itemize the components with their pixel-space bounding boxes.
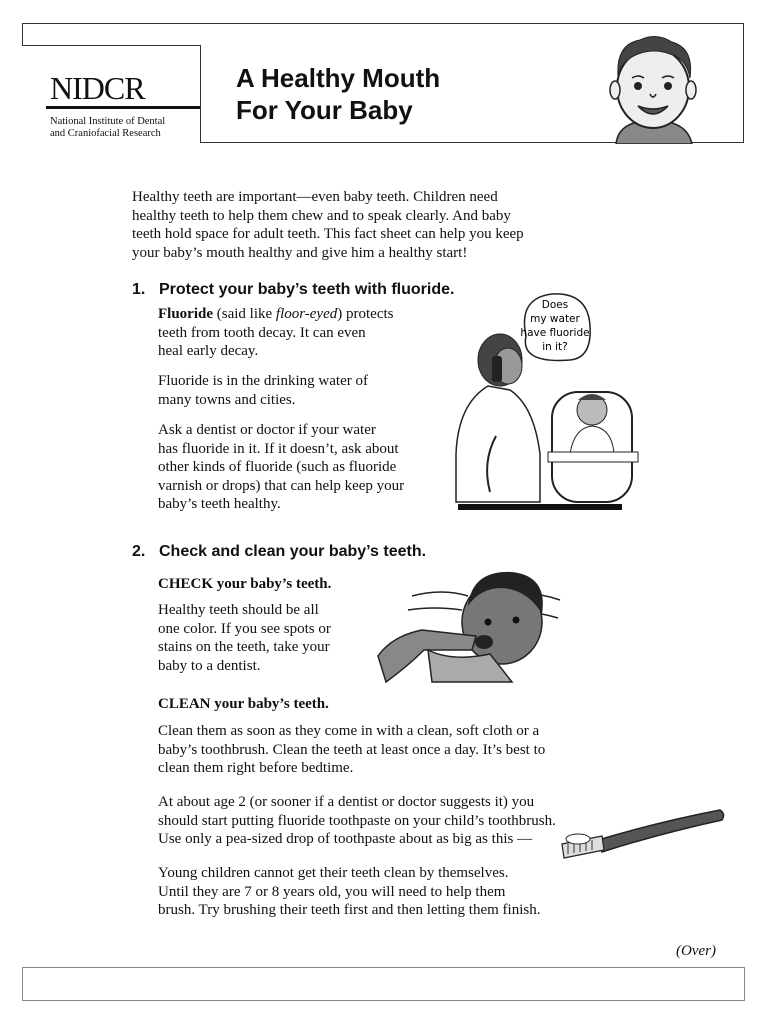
drinking-water-paragraph: Fluoride is in the drinking water of many towns and cities. [158,373,368,408]
bubble-line-2: my water [530,313,580,325]
section-2-heading: 2. Check and clean your baby’s teeth. [132,543,427,560]
mother-phone-illustration [452,286,642,512]
intro-paragraph: Healthy teeth are important—even baby teeth. Children need healthy teeth to help them chew and to speak clearly. And baby teeth hold space for adult teeth. This fact sheet can help you keep your baby’s mouth healthy and give him a healthy start! [132,189,524,261]
page-title: A Healthy Mouth For Your Baby [236,63,441,125]
footer-frame [22,967,745,1001]
bubble-line-1: Does [541,299,569,311]
fluoride-paragraph: Fluoride (said like floor-eyed) protects teeth from tooth decay. It can even heal early decay. [158,306,394,359]
child-teeth-check-illustration [372,566,564,686]
bubble-line-3: have fluoride [520,327,590,339]
ask-dentist-paragraph: Ask a dentist or doctor if your water has fluoride in it. If it doesn’t, ask about other kinds of fluoride (such as fluoride varnish or drops) that can help keep your baby’s teeth healthy. [158,422,405,512]
section-1-heading: 1. Protect your baby’s teeth with fluoride. [132,281,455,298]
baby-face-illustration [598,30,708,144]
check-paragraph: Healthy teeth should be all one color. If you see spots or stains on the teeth, take your baby to a dentist. [158,602,331,674]
over-note: (Over) [676,943,716,959]
young-children-paragraph: Young children cannot get their teeth clean by themselves. Until they are 7 or 8 years old, you will need to help them brush. Try brushing their teeth first and then letting them finish. [158,865,541,918]
toothpaste-paragraph: At about age 2 (or sooner if a dentist or doctor suggests it) you should start putting fluoride toothpaste on your child’s toothbrush. Use only a pea-sized drop of toothpaste about as big as this — [158,794,556,847]
org-name: National Institute of Dental and Craniofacial Research [50,116,166,139]
check-heading: CHECK your baby’s teeth. [158,576,332,592]
logo-rule [46,106,200,109]
toothbrush-illustration [558,806,728,868]
clean-paragraph: Clean them as soon as they come in with a clean, soft cloth or a baby’s toothbrush. Clean the teeth at least once a day. It’s best to clean them right before bedtime. [158,723,546,776]
clean-heading: CLEAN your baby’s teeth. [158,696,329,712]
nidcr-logo: NIDCR [50,70,145,106]
bubble-line-4: in it? [542,341,568,353]
